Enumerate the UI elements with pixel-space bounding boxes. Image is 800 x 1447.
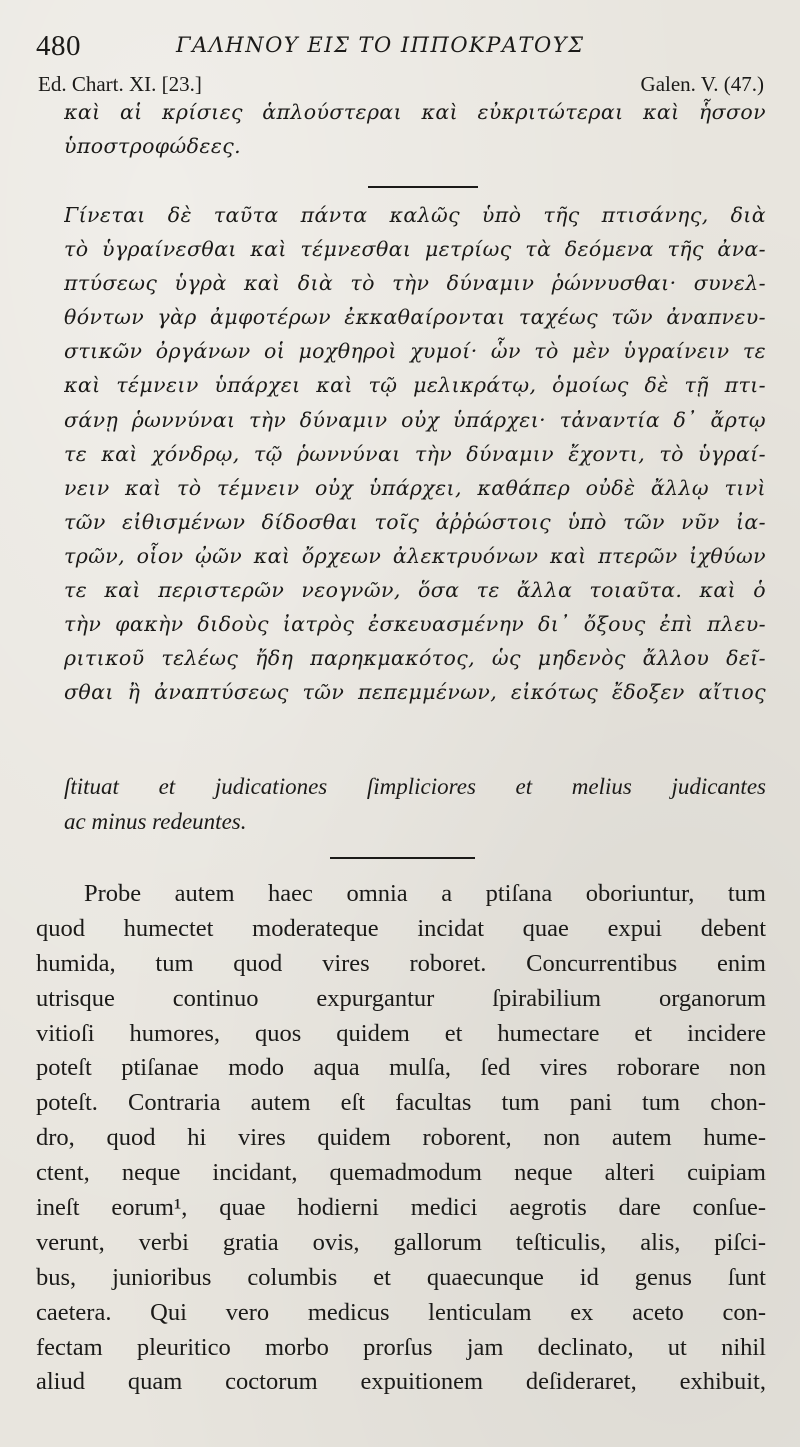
text-line: humida, tum quod vires roboret. Concurrentibus enim [36,949,766,977]
text-line: θόντων γὰρ ἀμφοτέρων ἐκκαθαίρονται ταχέως τῶν ἀναπνευ- [64,305,766,330]
section-divider [368,186,478,188]
latin-text-italic [64,770,766,839]
text-line: ὑποστροφώδεες. [64,134,242,159]
text-line: ctent, neque incidant, quemadmodum neque alteri cuipiam [36,1159,766,1187]
edition-left: Ed. Chart. XI. [23.] [38,72,202,96]
text-line: καὶ τέμνειν ὑπάρχει καὶ τῷ μελικράτῳ, ὁμοίως δὲ τῇ πτι- [64,373,766,398]
text-line: στικῶν ὀργάνων οἱ μοχθηροὶ χυμοί· ὧν τὸ μὲν ὑγραίνειν τε [64,339,766,364]
edition-right: Galen. V. (47.) [640,72,764,96]
running-title: ΓΑΛΗΝΟΥ ΕΙΣ ΤΟ ΙΠΠΟΚΡΑΤΟΥΣ [176,33,585,57]
text-line: dro, quod hi vires quidem roborent, non autem hume- [36,1124,766,1152]
text-line: σάνῃ ῥωννύναι τὴν δύναμιν οὐχ ὑπάρχει· τἀναντία δ᾽ ἄρτῳ [64,407,766,432]
text-line: caetera. Qui vero medicus lenticulam ex aceto con- [36,1298,766,1326]
text-line: τρῶν, οἷον ᾠῶν καὶ ὄρχεων ἀλεκτρυόνων καὶ πτερῶν ἰχθύων [64,543,766,568]
text-line: fectam pleuritico morbo prorſus jam declinato, ut nihil [36,1333,766,1361]
text-line: ineſt eorum¹, quae hodierni medici aegrotis dare conſue- [36,1194,766,1222]
text-line: verunt, verbi gratia ovis, gallorum teſticulis, alis, piſci- [36,1228,766,1256]
text-line: σθαι ἢ ἀναπτύσεως τῶν πεπεμμένων, εἰκότως ἔδοξεν αἴτιος [64,680,766,705]
text-line: τὸ ὑγραίνεσθαι καὶ τέμνεσθαι μετρίως τὰ δεόμενα τῆς ἀνα- [64,237,766,262]
text-line: utrisque continuo expurgantur ſpirabilium organorum [36,984,766,1012]
text-line: καὶ αἱ κρίσιες ἁπλούστεραι καὶ εὐκριτώτεραι καὶ ἧσσον [64,100,766,124]
text-line: poteſt. Contraria autem eſt facultas tum pani tum chon- [36,1089,766,1117]
text-line: quod humectet moderateque incidat quae expui debent [36,914,766,942]
text-line: πτύσεως ὑγρὰ καὶ διὰ τὸ τὴν δύναμιν ῥώννυσθαι· συνελ- [64,271,766,296]
text-line: ac minus redeuntes. [64,808,247,834]
greek-text-main [64,198,766,709]
text-line: ſtituat et judicationes ſimpliciores et melius judicantes [64,774,766,799]
page-number: 480 [36,30,81,62]
text-line: τε καὶ περιστερῶν νεογνῶν, ὅσα τε ἄλλα τοιαῦτα. καὶ ὁ [64,578,766,603]
text-line: aliud quam coctorum expuitionem deſideraret, exhibuit, [36,1368,766,1396]
latin-text-main [36,876,766,1399]
running-head [36,28,764,68]
text-line: νειν καὶ τὸ τέμνειν οὐχ ὑπάρχει, καθάπερ οὐδὲ ἄλλῳ τινὶ [64,475,766,500]
text-line: Γίνεται δὲ ταῦτα πάντα καλῶς ὑπὸ τῆς πτισάνης, διὰ [64,203,766,227]
section-divider [330,857,475,859]
text-line: Probe autem haec omnia a ptiſana oboriuntur, tum [84,880,766,907]
text-line: vitioſi humores, quos quidem et humectare et incidere [36,1019,766,1047]
text-line: τε καὶ χόνδρῳ, τῷ ῥωννύναι τὴν δύναμιν ἔχοντι, τὸ ὑγραί- [64,441,766,466]
text-line: poteſt ptiſanae modo aqua mulſa, ſed vires roborare non [36,1054,766,1082]
greek-text-top [64,95,766,163]
text-line: τὴν φακὴν διδοὺς ἰατρὸς ἐσκευασμένην δι᾽ ὄξους ἐπὶ πλευ- [64,612,766,637]
text-line: ριτικοῦ τελέως ἤδη παρηκμακότος, ὡς μηδενὸς ἄλλου δεῖ- [64,646,766,671]
text-line: bus, junioribus columbis et quaecunque id genus ſunt [36,1263,766,1291]
text-line: τῶν εἰθισμένων δίδοσθαι τοῖς ἀῤῥώστοις ὑπὸ τῶν νῦν ἰα- [64,509,766,534]
